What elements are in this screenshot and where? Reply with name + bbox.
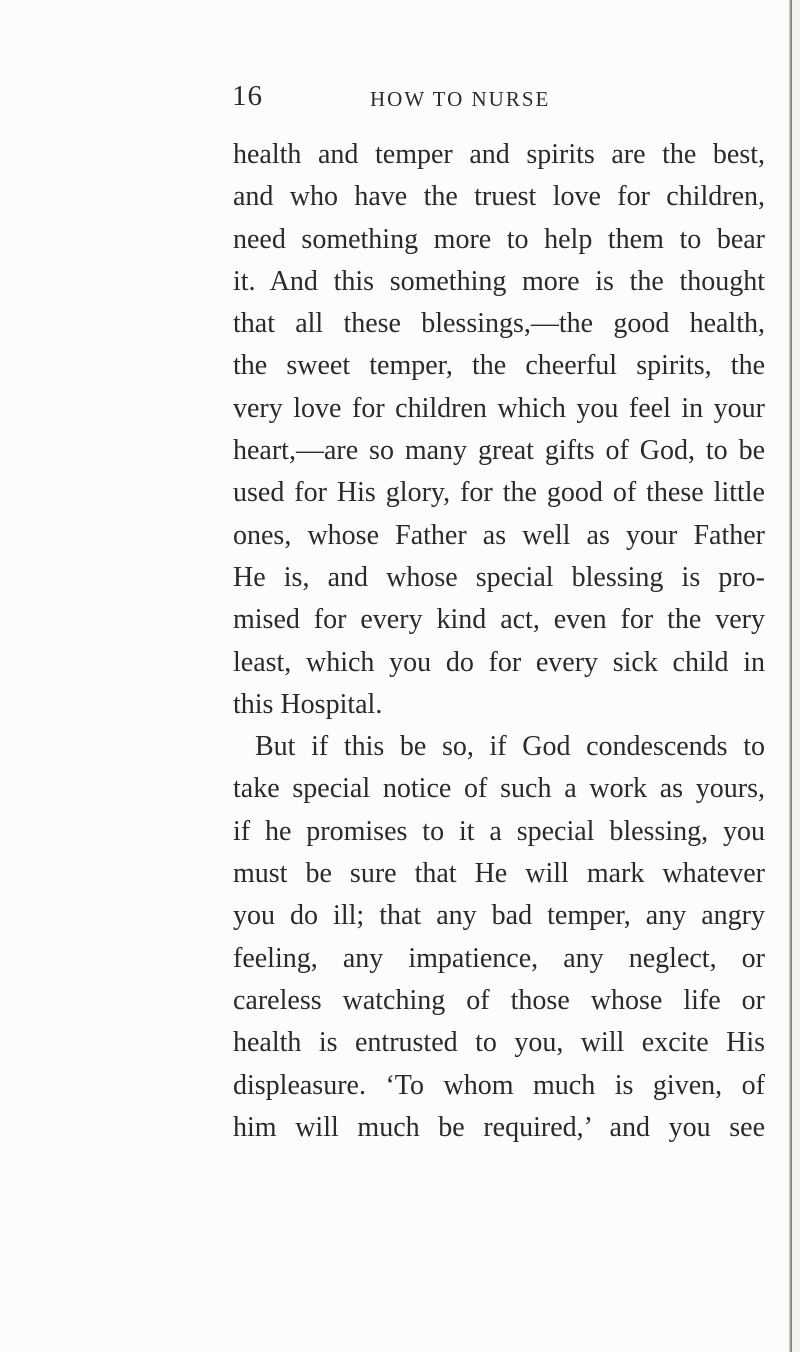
text-line: take special notice of such a work as yours, (233, 773, 765, 805)
text-line: him will much be required,’ and you see (233, 1111, 765, 1143)
text-line: displeasure. ‘To whom much is given, of (233, 1069, 765, 1101)
text-line: you do ill; that any bad temper, any angry (233, 900, 765, 932)
text-line: need something more to help them to bear (233, 223, 765, 255)
text-line: and who have the truest love for children, (233, 181, 765, 213)
text-line: the sweet temper, the cheerful spirits, the (233, 350, 765, 382)
text-line-paragraph-start: But if this be so, if God condescends to (255, 731, 765, 763)
text-line: heart,—are so many great gifts of God, to be (233, 435, 765, 467)
page-header (0, 80, 800, 120)
text-line: that all these blessings,—the good health, (233, 308, 765, 340)
text-line: ones, whose Father as well as your Father (233, 519, 765, 551)
text-line: very love for children which you feel in your (233, 392, 765, 424)
text-line: health is entrusted to you, will excite His (233, 1027, 765, 1059)
text-line: careless watching of those whose life or (233, 984, 765, 1016)
text-line: it. And this something more is the thought (233, 265, 765, 297)
text-line: feeling, any impatience, any neglect, or (233, 942, 765, 974)
text-line: health and temper and spirits are the best, (233, 139, 765, 170)
running-head: HOW TO NURSE (370, 87, 551, 111)
text-line: mised for every kind act, even for the very (233, 604, 765, 636)
text-line: must be sure that He will mark whatever (233, 858, 765, 890)
text-line: least, which you do for every sick child in (233, 646, 765, 678)
text-line: if he promises to it a special blessing, you (233, 815, 765, 847)
page-gutter (792, 0, 800, 1352)
text-line-paragraph-end: this Hospital. (233, 688, 383, 720)
page-edge (789, 0, 792, 1352)
page-number: 16 (232, 80, 263, 112)
text-line: He is, and whose special blessing is pro- (233, 561, 765, 593)
text-line: used for His glory, for the good of these little (233, 477, 765, 509)
body-text (233, 134, 765, 1149)
